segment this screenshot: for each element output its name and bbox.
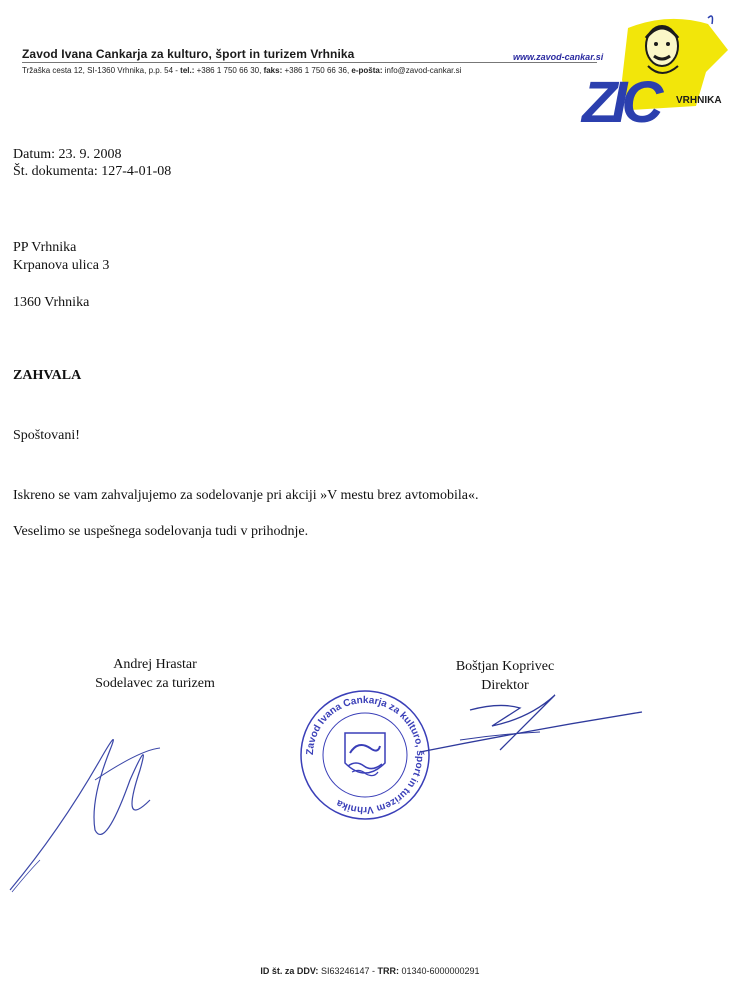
- trr-value: 01340-6000000291: [398, 966, 480, 976]
- website-link[interactable]: www.zavod-cankar.si: [513, 52, 604, 62]
- document-number: Št. dokumenta: 127-4-01-08: [13, 164, 172, 179]
- footer-separator: -: [369, 966, 378, 976]
- logo-letters: ZIC: [582, 70, 658, 130]
- stamp-text: Zavod Ivana Cankarja za kulturo, šport in turizem Vrhnika: [304, 694, 426, 816]
- left-signatory-name: Andrej Hrastar: [113, 657, 197, 672]
- footer-bank-info: [0, 966, 740, 976]
- date-line: Datum: 23. 9. 2008: [13, 147, 122, 162]
- right-handwritten-signature: [380, 690, 650, 770]
- recipient-city: 1360 Vrhnika: [13, 295, 90, 310]
- fax-value: +386 1 750 66 36,: [282, 66, 352, 75]
- left-handwritten-signature: [0, 720, 220, 900]
- zic-logo: [578, 10, 740, 130]
- address-text: Tržaška cesta 12, SI-1360 Vrhnika, p.p. 54 -: [22, 66, 181, 75]
- header-divider: [22, 62, 597, 63]
- email-label: e-pošta:: [351, 66, 383, 75]
- crest-icon: [345, 733, 385, 776]
- recipient-name: PP Vrhnika: [13, 240, 77, 255]
- letter-title: ZAHVALA: [13, 368, 82, 383]
- organization-name: Zavod Ivana Cankarja za kulturo, šport in turizem Vrhnika: [22, 47, 355, 61]
- right-signatory-name: Boštjan Koprivec: [455, 659, 555, 674]
- vat-label: ID št. za DDV:: [260, 966, 319, 976]
- email-value: info@zavod-cankar.si: [382, 66, 462, 75]
- body-paragraph-2: Veselimo se uspešnega sodelovanja tudi v prihodnje.: [13, 524, 309, 539]
- fax-label: faks:: [263, 66, 283, 75]
- tel-label: tel.:: [180, 66, 195, 75]
- contact-line: [22, 66, 461, 75]
- salutation: Spoštovani!: [13, 428, 80, 443]
- left-signatory-role: Sodelavec za turizem: [95, 676, 215, 691]
- body-paragraph-1: Iskreno se vam zahvaljujemo za sodelovanje pri akciji »V mestu brez avtomobila«.: [13, 488, 479, 503]
- right-signatory-role: Direktor: [481, 678, 529, 693]
- trr-label: TRR:: [377, 966, 399, 976]
- logo-city: VRHNIKA: [676, 95, 722, 106]
- left-signatory: [60, 655, 250, 693]
- vat-value: SI63246147: [318, 966, 370, 976]
- recipient-street: Krpanova ulica 3: [13, 258, 110, 273]
- tel-value: +386 1 750 66 30,: [194, 66, 264, 75]
